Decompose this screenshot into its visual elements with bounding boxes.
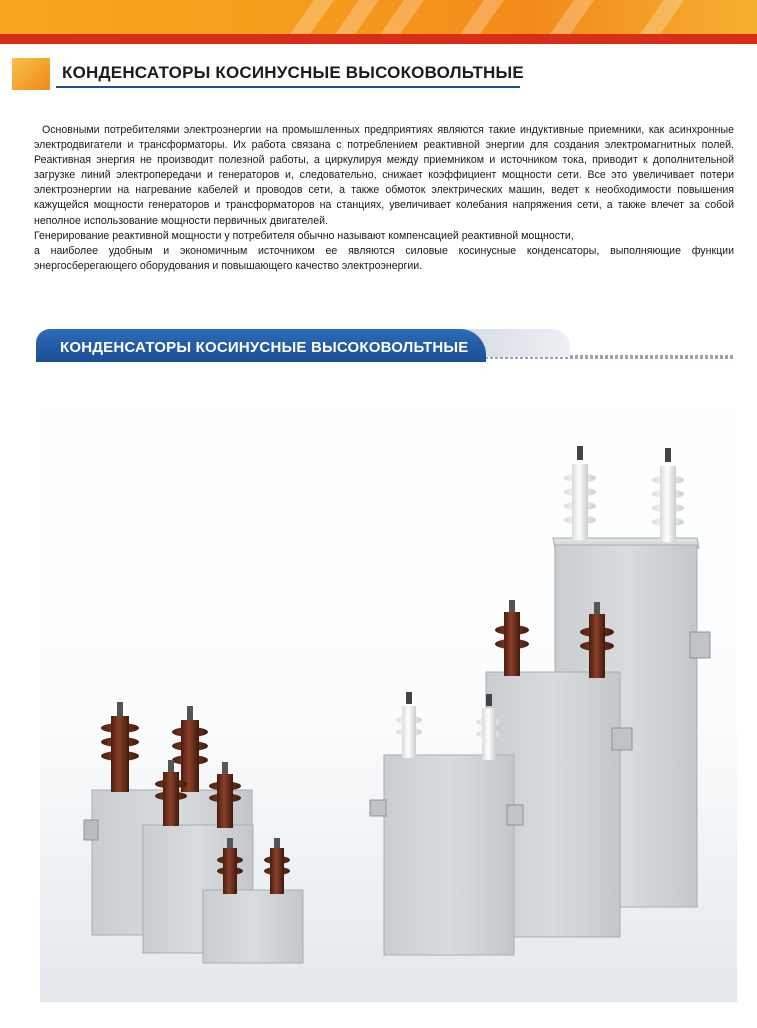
- capacitor-small-left: [203, 890, 303, 963]
- section-title: КОНДЕНСАТОРЫ КОСИНУСНЫЕ ВЫСОКОВОЛЬТНЫЕ: [60, 339, 469, 356]
- intro-paragraph-1: Основными потребителями электроэнергии на промышленных предприятиях являются такие индуктивные приемники, как асинхронные электродвигатели и трансформаторы. Их работа связана с потреблением реактивной энергии для создания электромагнитных полей. Реактивная энергия не производит полезной работы, а циркулируя между приемником и источником тока, приводит к дополнительной загрузке линий электропередачи и генераторов и, следовательно, снижает коэффициент мощности сети. Все это увеличивает потери электроэнергии на нагревание кабелей и проводов сети, а также обмоток электрических машин, ведет к необходимости повышения кажущейся мощности генераторов и трансформаторов на станциях, увеличивает колебания напряжения сети, а также влечет за собой неполное использование мощности первичных двигателей.: [34, 124, 734, 227]
- page-title: КОНДЕНСАТОРЫ КОСИНУСНЫЕ ВЫСОКОВОЛЬТНЫЕ: [62, 63, 524, 82]
- intro-paragraph-2: Генерирование реактивной мощности у потребителя обычно называют компенсацией реактивной мощности,: [34, 229, 574, 242]
- intro-paragraph-3: а наиболее удобным и экономичным источником ее являются силовые косинусные конденсаторы, выполняющие функции энергосберегающего оборудования и повышающего качество электроэнергии.: [34, 244, 734, 272]
